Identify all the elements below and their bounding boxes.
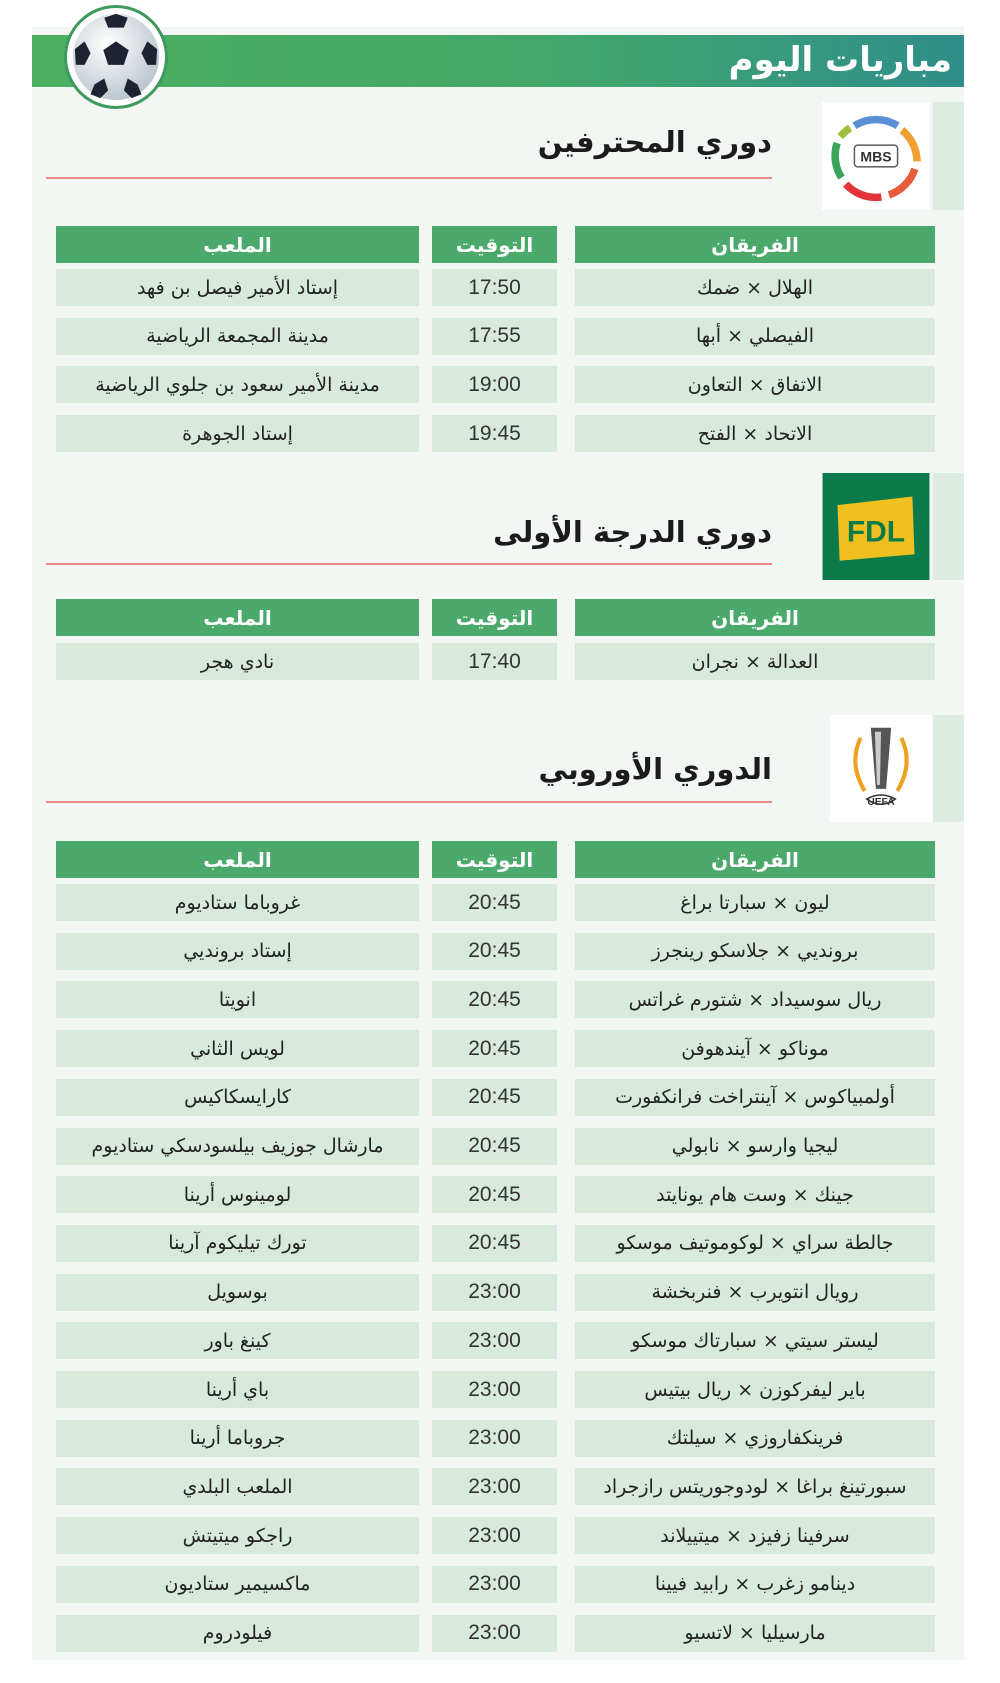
match-stadium-cell: جروباما أرينا xyxy=(56,1420,419,1457)
match-stadium-cell: لومينوس أرينا xyxy=(56,1176,419,1213)
logo-side-strip xyxy=(933,473,964,580)
match-stadium-cell: إستاد الجوهرة xyxy=(56,415,419,452)
match-teams-cell: فرينكفاروزي × سيلتك xyxy=(575,1420,935,1457)
match-teams-cell: الاتحاد × الفتح xyxy=(575,415,935,452)
match-time-cell: 23:00 xyxy=(432,1517,557,1554)
logo-side-strip xyxy=(933,102,964,210)
league-title: دوري الدرجة الأولى xyxy=(493,515,772,549)
match-teams-cell: ليستر سيتي × سبارتاك موسكو xyxy=(575,1322,935,1359)
match-stadium-cell: لويس الثاني xyxy=(56,1030,419,1067)
match-teams-cell: برونديي × جلاسكو رينجرز xyxy=(575,933,935,970)
league-logo-fdl-icon xyxy=(822,473,930,580)
match-teams-cell: سبورتينغ براغا × لودوجوريتس رازجراد xyxy=(575,1468,935,1505)
match-teams-cell: سرفينا زفيزد × ميتييلاند xyxy=(575,1517,935,1554)
match-teams-cell: ليجيا وارسو × نابولي xyxy=(575,1128,935,1165)
league-title: الدوري الأوروبي xyxy=(538,752,772,786)
match-stadium-cell: إستاد برونديي xyxy=(56,933,419,970)
page-title: مباريات اليوم xyxy=(728,40,952,80)
match-time-cell: 19:45 xyxy=(432,415,557,452)
match-time-cell: 23:00 xyxy=(432,1371,557,1408)
league-title-underline xyxy=(46,801,772,803)
column-header-stadium: الملعب xyxy=(56,841,419,878)
match-time-cell: 23:00 xyxy=(432,1420,557,1457)
match-stadium-cell: غروباما ستاديوم xyxy=(56,884,419,921)
match-time-cell: 19:00 xyxy=(432,366,557,403)
match-teams-cell: الهلال × ضمك xyxy=(575,269,935,306)
league-logo-uefa-icon xyxy=(830,715,932,822)
column-header-teams: الفريقان xyxy=(575,841,935,878)
match-stadium-cell: فيلودروم xyxy=(56,1615,419,1652)
match-teams-cell: جينك × وست هام يونايتد xyxy=(575,1176,935,1213)
match-time-cell: 17:55 xyxy=(432,318,557,355)
league-title: دوري المحترفين xyxy=(537,125,772,159)
match-stadium-cell: ماكسيمير ستاديون xyxy=(56,1566,419,1603)
logo-side-strip xyxy=(933,715,964,822)
match-stadium-cell: انويتا xyxy=(56,981,419,1018)
match-teams-cell: رويال انتويرب × فنربخشة xyxy=(575,1274,935,1311)
match-time-cell: 17:40 xyxy=(432,643,557,680)
match-stadium-cell: مارشال جوزيف بيلسودسكي ستاديوم xyxy=(56,1128,419,1165)
match-teams-cell: باير ليفركوزن × ريال بيتيس xyxy=(575,1371,935,1408)
match-time-cell: 20:45 xyxy=(432,1176,557,1213)
match-time-cell: 17:50 xyxy=(432,269,557,306)
match-time-cell: 20:45 xyxy=(432,933,557,970)
soccer-ball-icon xyxy=(64,5,168,109)
match-stadium-cell: الملعب البلدي xyxy=(56,1468,419,1505)
match-teams-cell: دينامو زغرب × رابيد فيينا xyxy=(575,1566,935,1603)
match-time-cell: 20:45 xyxy=(432,1079,557,1116)
column-header-teams: الفريقان xyxy=(575,599,935,636)
column-header-time: التوقيت xyxy=(432,599,557,636)
match-time-cell: 20:45 xyxy=(432,884,557,921)
match-teams-cell: الاتفاق × التعاون xyxy=(575,366,935,403)
league-logo-mbs-icon xyxy=(822,102,930,210)
match-time-cell: 23:00 xyxy=(432,1322,557,1359)
column-header-time: التوقيت xyxy=(432,841,557,878)
match-time-cell: 23:00 xyxy=(432,1468,557,1505)
match-teams-cell: ليون × سبارتا براغ xyxy=(575,884,935,921)
column-header-stadium: الملعب xyxy=(56,226,419,263)
match-stadium-cell: مدينة الأمير سعود بن جلوي الرياضية xyxy=(56,366,419,403)
svg-text:UEFA: UEFA xyxy=(867,797,895,809)
match-time-cell: 23:00 xyxy=(432,1566,557,1603)
match-teams-cell: ريال سوسيداد × شتورم غراتس xyxy=(575,981,935,1018)
match-stadium-cell: بوسويل xyxy=(56,1274,419,1311)
match-teams-cell: الفيصلي × أبها xyxy=(575,318,935,355)
column-header-teams: الفريقان xyxy=(575,226,935,263)
match-time-cell: 23:00 xyxy=(432,1274,557,1311)
match-teams-cell: جالطة سراي × لوكوموتيف موسكو xyxy=(575,1225,935,1262)
svg-text:FDL: FDL xyxy=(846,515,906,549)
match-stadium-cell: باي أرينا xyxy=(56,1371,419,1408)
match-teams-cell: العدالة × نجران xyxy=(575,643,935,680)
column-header-time: التوقيت xyxy=(432,226,557,263)
svg-text:MBS: MBS xyxy=(860,148,892,165)
match-time-cell: 23:00 xyxy=(432,1615,557,1652)
column-header-stadium: الملعب xyxy=(56,599,419,636)
match-stadium-cell: تورك تيليكوم آرينا xyxy=(56,1225,419,1262)
match-stadium-cell: راجكو ميتيتش xyxy=(56,1517,419,1554)
match-stadium-cell: كارايسكاكيس xyxy=(56,1079,419,1116)
match-stadium-cell: مدينة المجمعة الرياضية xyxy=(56,318,419,355)
match-time-cell: 20:45 xyxy=(432,981,557,1018)
match-stadium-cell: إستاد الأمير فيصل بن فهد xyxy=(56,269,419,306)
league-title-underline xyxy=(46,563,772,565)
match-time-cell: 20:45 xyxy=(432,1128,557,1165)
match-time-cell: 20:45 xyxy=(432,1225,557,1262)
match-stadium-cell: كينغ باور xyxy=(56,1322,419,1359)
league-title-underline xyxy=(46,177,772,179)
match-teams-cell: أولمبياكوس × آينتراخت فرانكفورت xyxy=(575,1079,935,1116)
match-teams-cell: موناكو × آيندهوفن xyxy=(575,1030,935,1067)
match-time-cell: 20:45 xyxy=(432,1030,557,1067)
match-teams-cell: مارسيليا × لاتسيو xyxy=(575,1615,935,1652)
match-stadium-cell: نادي هجر xyxy=(56,643,419,680)
